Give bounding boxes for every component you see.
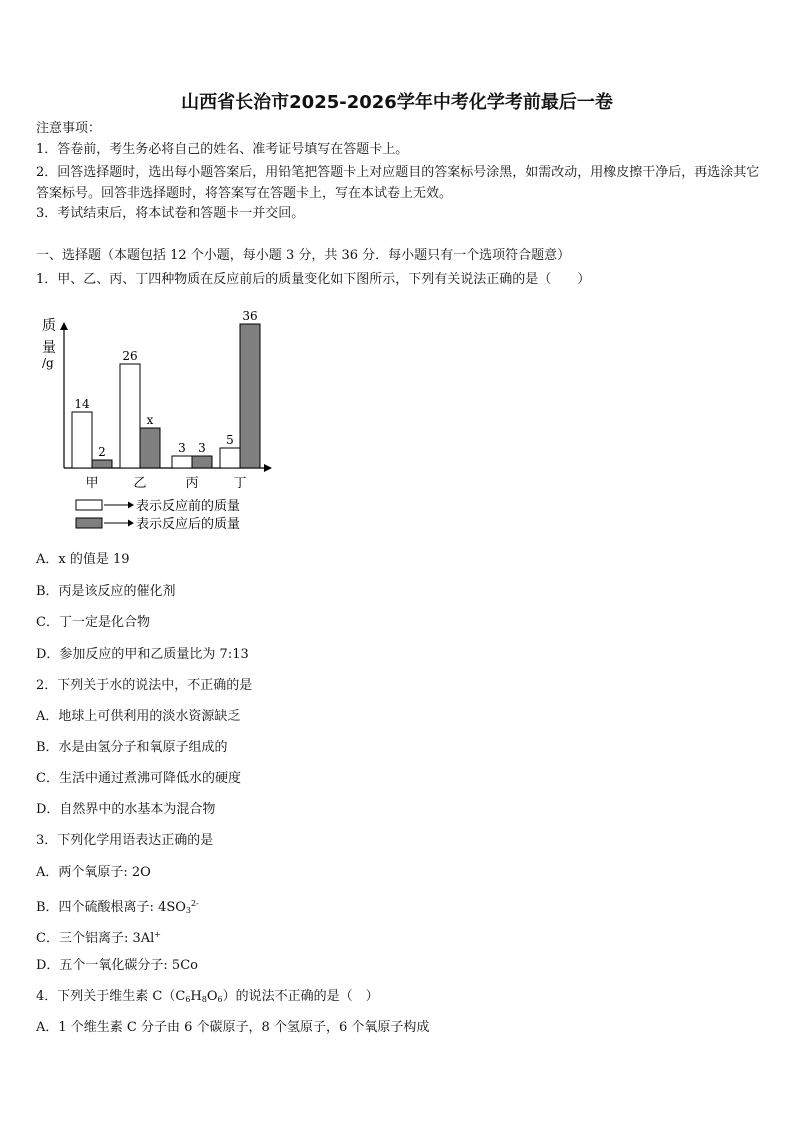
notice-item-3: 3．考试结束后，将本试卷和答题卡一并交回。 [36,206,305,221]
bar-丁-after [240,324,260,468]
q4-carbon-count: 6 [185,995,191,1004]
bar-乙-before [120,364,140,468]
x-tick-label: 甲 [85,476,99,491]
y-axis-label: /g [42,356,54,370]
q3-option-d: D．五个一氧化碳分子: 5Co [36,958,198,973]
q3-option-a: A．两个氧原子: 2O [36,865,151,880]
bar-甲-before [72,412,92,468]
bar-丁-before [220,448,240,468]
data-label: x [146,413,154,427]
y-axis-label: 质 [42,318,56,334]
legend-swatch [76,518,102,528]
q3-option-b-superscript: 2- [191,899,199,908]
question-3-stem: 3．下列化学用语表达正确的是 [36,833,214,848]
y-axis-label: 量 [42,340,56,356]
q1-option-c: C．丁一定是化合物 [36,615,150,630]
question-2-stem: 2．下列关于水的说法中，不正确的是 [36,678,253,693]
q3-option-b [36,895,199,920]
q4-stem-text: 4．下列关于维生素 C（C [36,989,186,1004]
q1-option-b: B．丙是该反应的催化剂 [36,584,176,599]
notice-item-2: 2．回答选择题时，选出每小题答案后，用铅笔把答题卡上对应题目的答案标号涂黑，如需改动，用橡皮擦干净后，再选涂其它答案标号。回答非选择题时，将答案写在答题卡上，写在本试卷上无效。 [36,165,760,201]
q2-option-a: A．地球上可供利用的淡水资源缺乏 [36,709,241,724]
section-heading: 一、选择题（本题包括 12 个小题，每小题 3 分，共 36 分．每小题只有一个选项符合题意） [36,248,571,263]
q2-option-b: B．水是由氢分子和氧原子组成的 [36,740,228,755]
bar-丙-before [172,456,192,468]
q4-oxygen-count: 6 [217,995,223,1004]
question-1-stem: 1．甲、乙、丙、丁四种物质在反应前后的质量变化如下图所示，下列有关说法正确的是（ ） [36,272,591,287]
legend-label: 表示反应前的质量 [136,499,241,514]
x-tick-label: 丙 [185,476,199,491]
q3-option-b-text: B．四个硫酸根离子: 4SO [36,900,186,915]
q2-option-c: C．生活中通过煮沸可降低水的硬度 [36,771,241,786]
notice-heading: 注意事项： [36,121,102,136]
bar-乙-after [140,428,160,468]
x-tick-label: 乙 [133,476,147,491]
data-label: 2 [98,445,106,459]
q4-stem-tail: ）的说法不正确的是（ ） [222,989,379,1004]
data-label: 26 [122,349,138,363]
q4-option-a: A．1 个维生素 C 分子由 6 个碳原子，8 个氢原子，6 个氧原子构成 [36,1020,430,1035]
legend-swatch [76,500,102,510]
q3-option-c [36,926,161,948]
legend-arrow-head [128,520,134,527]
q3-option-b-subscript: 3 [185,906,191,915]
x-axis-arrow [264,464,272,472]
bar-丙-after [192,456,212,468]
legend-label: 表示反应后的质量 [136,517,241,532]
y-axis-arrow [60,322,68,330]
q3-option-c-text: C．三个铝离子: 3Al [36,931,155,946]
q3-option-c-superscript: + [154,930,161,939]
data-label: 14 [74,397,90,411]
data-label: 5 [226,433,234,447]
q4-hydrogen-count: 8 [201,995,207,1004]
question-4-stem [36,988,379,1009]
bar-甲-after [92,460,112,468]
q1-option-d: D．参加反应的甲和乙质量比为 7:13 [36,647,249,662]
data-label: 36 [242,309,258,323]
data-label: 3 [178,441,186,455]
x-tick-label: 丁 [233,476,247,491]
data-label: 3 [198,441,206,455]
notice-item-1: 1．答卷前，考生务必将自己的姓名、准考证号填写在答题卡上。 [36,142,409,157]
q4-oxygen-symbol: O [206,989,218,1004]
page-title: 山西省长治市2025-2026学年中考化学考前最后一卷 [181,92,613,113]
mass-change-chart [36,308,286,538]
q1-option-a: A．x 的值是 19 [36,552,130,567]
q4-hydrogen-symbol: H [190,989,202,1004]
q2-option-d: D．自然界中的水基本为混合物 [36,802,216,817]
legend-arrow-head [128,502,134,509]
